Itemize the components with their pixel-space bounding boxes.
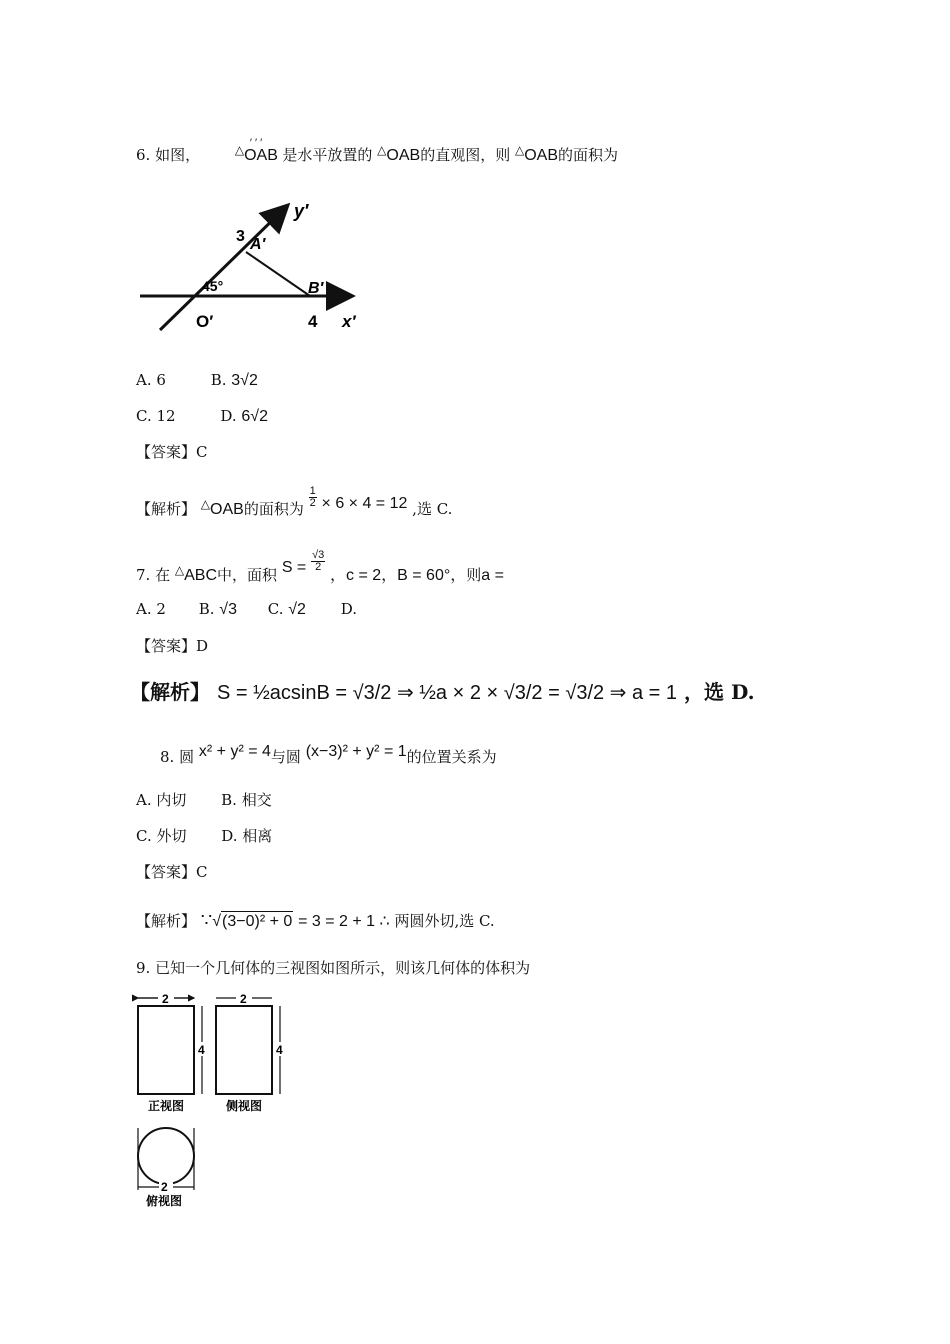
q6-options-cd: C. 12 D. 6√2 [136, 407, 268, 425]
angle-label: 45° [202, 278, 224, 294]
q6-options-ab: A. 6 B. 3√2 [136, 371, 258, 389]
top-view [138, 1128, 194, 1208]
b-label: B′ [308, 280, 324, 297]
side-view [216, 991, 286, 1113]
q9-stem: 9. 已知一个几何体的三视图如图所示，则该几何体的体积为 [136, 959, 531, 977]
front-height-label: 4 [198, 1043, 205, 1057]
q9-three-views [130, 990, 310, 1210]
q8-stem: 8. 圆 x² + y² = 4与圆 (x−3)² + y² = 1的位置关系为 [160, 743, 497, 766]
q7-options: A. 2 B. √3 C. √2 D. [136, 600, 357, 618]
side-view-label: 侧视图 [226, 1099, 263, 1113]
q7-stem: 7. 在 △ABC中，面积 S = $\frac{√3}{2}$ ，c = 2，B = 60°，则a = [136, 549, 504, 584]
q8-options-ab: A. 内切 B. 相交 [136, 791, 272, 809]
four-label: 4 [308, 312, 318, 331]
q7-analysis: 【解析】 S = ½acsinB = √3/2 ⇒ ½a × 2 × √3/2 = √3/2 ⇒ a = 1 ，选 D. [130, 680, 755, 704]
o-label: O′ [196, 312, 214, 331]
q6-answer: 【答案】C [136, 443, 208, 461]
q8-answer: 【答案】C [136, 863, 208, 881]
y-label: y′ [294, 201, 309, 221]
front-width-label: 2 [162, 992, 169, 1006]
q6-triangle-prime: △OAB ′ ′ ′ [234, 137, 278, 164]
front-view-label: 正视图 [148, 1099, 185, 1113]
a-label: A′ [250, 236, 266, 253]
top-view-label: 俯视图 [146, 1194, 183, 1208]
segment-ab [246, 252, 310, 296]
q8-analysis: 【解析】 ∵√(3−0)² + 0 = 3 = 2 + 1 ∴ 两圆外切,选 C. [136, 910, 495, 930]
x-label: x′ [342, 312, 356, 331]
side-width-label: 2 [240, 992, 247, 1006]
q6-stem: 6. 如图， △OAB ′ ′ ′ 是水平放置的 △OAB的直观图，则 △OAB的面积为 [136, 137, 619, 164]
y-axis [160, 207, 286, 330]
q7-answer: 【答案】D [136, 637, 209, 655]
three-label: 3 [236, 228, 245, 245]
q8-options-cd: C. 外切 D. 相离 [136, 827, 273, 845]
q6-figure [136, 195, 366, 340]
top-width-label: 2 [161, 1180, 168, 1194]
side-height-label: 4 [276, 1043, 283, 1057]
front-view [138, 991, 208, 1113]
q6-analysis: 【解析】 △OAB的面积为 $\frac{1}{2}$ × 6 × 4 = 12 ,选 C. [136, 485, 453, 518]
